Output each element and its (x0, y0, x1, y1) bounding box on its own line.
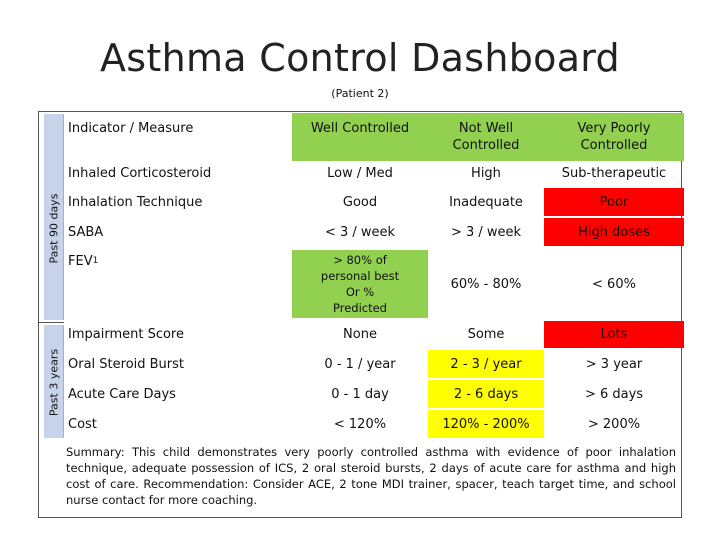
patient-label: (Patient 2) (331, 87, 389, 100)
row-impairment-not-well: Some (467, 327, 505, 342)
row-fev1-well: > 80% of personal best Or % Predicted (292, 250, 428, 318)
row-acute-care-very-poor: > 6 days (584, 386, 644, 402)
row-acute-care-well: 0 - 1 day (331, 386, 389, 402)
row-indicator-technique: Inhalation Technique (68, 194, 203, 210)
period-label-90-days: Past 90 days (47, 193, 61, 264)
header-very-poorly-controlled: Very Poorly Controlled (544, 113, 684, 161)
row-oral-steroid-very-poor: > 3 year (585, 356, 643, 372)
header-well-controlled: Well Controlled (292, 113, 428, 161)
row-ics-not-well: High (471, 166, 501, 181)
row-indicator-saba: SABA (68, 224, 104, 240)
row-impairment-very-poor: Lots (544, 321, 684, 348)
row-fev1-not-well: 60% - 80% (450, 276, 522, 292)
row-technique-very-poor: Poor (544, 188, 684, 216)
header-not-well-controlled: Not Well Controlled (428, 113, 544, 161)
row-saba-well: < 3 / week (324, 224, 396, 240)
row-oral-steroid-well: 0 - 1 / year (324, 356, 396, 372)
fev-label: FEV (68, 254, 93, 269)
row-ics-well: Low / Med (327, 166, 393, 181)
row-indicator-cost: Cost (68, 416, 97, 432)
row-indicator-acute-care: Acute Care Days (68, 386, 176, 402)
summary-text: Summary: This child demonstrates very poorly controlled asthma with evidence of poor inhalation technique, adequate possession of ICS, 2 oral steroid bursts, 2 days of acute care for asthma and high cost of care. Recommendation: Consider ACE, 2 tone MDI trainer, spacer, teach target time, and school nurse contact for more coaching. (66, 445, 676, 507)
page-title: Asthma Control Dashboard (100, 36, 620, 80)
row-cost-well: < 120% (333, 416, 387, 432)
row-saba-not-well: > 3 / week (450, 224, 522, 240)
row-technique-well: Good (342, 194, 378, 210)
fev-subscript: 1 (92, 256, 99, 266)
row-impairment-well: None (343, 327, 377, 342)
row-indicator-ics: Inhaled Corticosteroid (68, 166, 212, 181)
period-divider (38, 322, 64, 323)
period-label-3-years: Past 3 years (47, 348, 61, 417)
row-technique-not-well: Inadequate (449, 194, 523, 210)
row-ics-very-poor: Sub-therapeutic (561, 166, 667, 181)
row-saba-very-poor: High doses (544, 218, 684, 246)
row-indicator-impairment: Impairment Score (68, 327, 184, 342)
row-fev1-very-poor: < 60% (592, 276, 636, 292)
row-cost-very-poor: > 200% (587, 416, 641, 432)
row-cost-not-well: 120% - 200% (428, 410, 544, 438)
row-indicator-oral-steroid: Oral Steroid Burst (68, 356, 185, 372)
row-oral-steroid-not-well: 2 - 3 / year (428, 350, 544, 378)
row-acute-care-not-well: 2 - 6 days (428, 380, 544, 408)
row-indicator-fev1 (66, 248, 290, 318)
header-indicator: Indicator / Measure (68, 121, 194, 136)
